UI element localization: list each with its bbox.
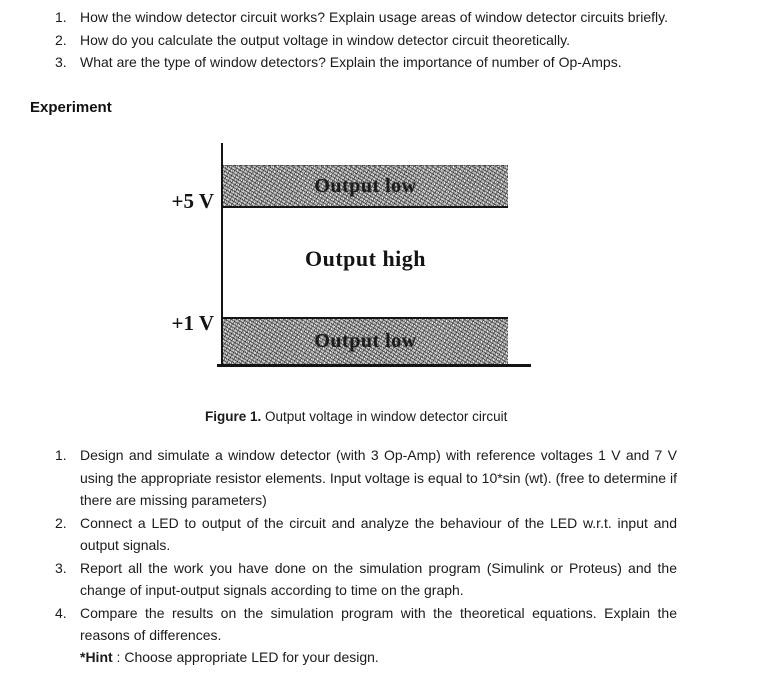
bottom-band-label: Output low [314, 330, 417, 352]
question-text: What are the type of window detectors? Explain the importance of number of Op-Amps. [80, 54, 622, 70]
task-item [55, 444, 677, 512]
question-number: 1. [55, 9, 67, 25]
upper-voltage-label: +5 V [171, 189, 214, 213]
lower-voltage-label: +1 V [171, 311, 214, 335]
task-text: Report all the work you have done on the simulation program (Simulink or Proteus) and the change of input-output signals according to time on the graph. [80, 559, 677, 598]
task-text: Connect a LED to output of the circuit and analyze the behaviour of the LED w.r.t. input and output signals. [80, 514, 677, 553]
experiment-heading: Experiment [30, 99, 112, 116]
question-list [55, 6, 668, 74]
task-item [55, 557, 677, 602]
task-number: 4. [55, 604, 67, 621]
question-item [55, 51, 668, 74]
question-text: How the window detector circuit works? Explain usage areas of window detector circuits briefly. [80, 9, 668, 25]
figure-caption [205, 409, 507, 424]
task-number: 1. [55, 447, 67, 463]
hint-text: : Choose appropriate LED for your design. [112, 649, 379, 665]
question-number: 3. [55, 54, 67, 70]
task-item [55, 602, 677, 647]
figure-caption-label: Figure 1. [205, 409, 262, 424]
figure-bottom-band [223, 319, 508, 364]
task-text: Compare the results on the simulation program with the theoretical equations. Explain the reasons of differences. [80, 604, 677, 643]
top-band-label: Output low [314, 174, 417, 197]
task-list [55, 444, 677, 647]
middle-region-label: Output high [304, 246, 427, 271]
hint-label: *Hint [80, 649, 113, 665]
figure-horizontal-axis [217, 364, 531, 367]
question-text: How do you calculate the output voltage in window detector circuit theoretically. [80, 31, 571, 48]
question-item [55, 6, 668, 29]
task-number: 3. [55, 559, 67, 576]
hint-line [80, 649, 379, 665]
question-item [55, 29, 668, 52]
task-number: 2. [55, 514, 67, 531]
figure-1-diagram [150, 138, 550, 380]
figure-top-band [223, 165, 508, 208]
task-text: Design and simulate a window detector (with 3 Op-Amp) with reference voltages 1 V and 7 V using the appropriate resistor elements. Input voltage is equal to 10*sin (wt). (free to determine if there are missing parameters) [80, 447, 677, 508]
question-number: 2. [55, 31, 67, 48]
task-item [55, 512, 677, 557]
figure-caption-text: Output voltage in window detector circuit [261, 409, 508, 424]
